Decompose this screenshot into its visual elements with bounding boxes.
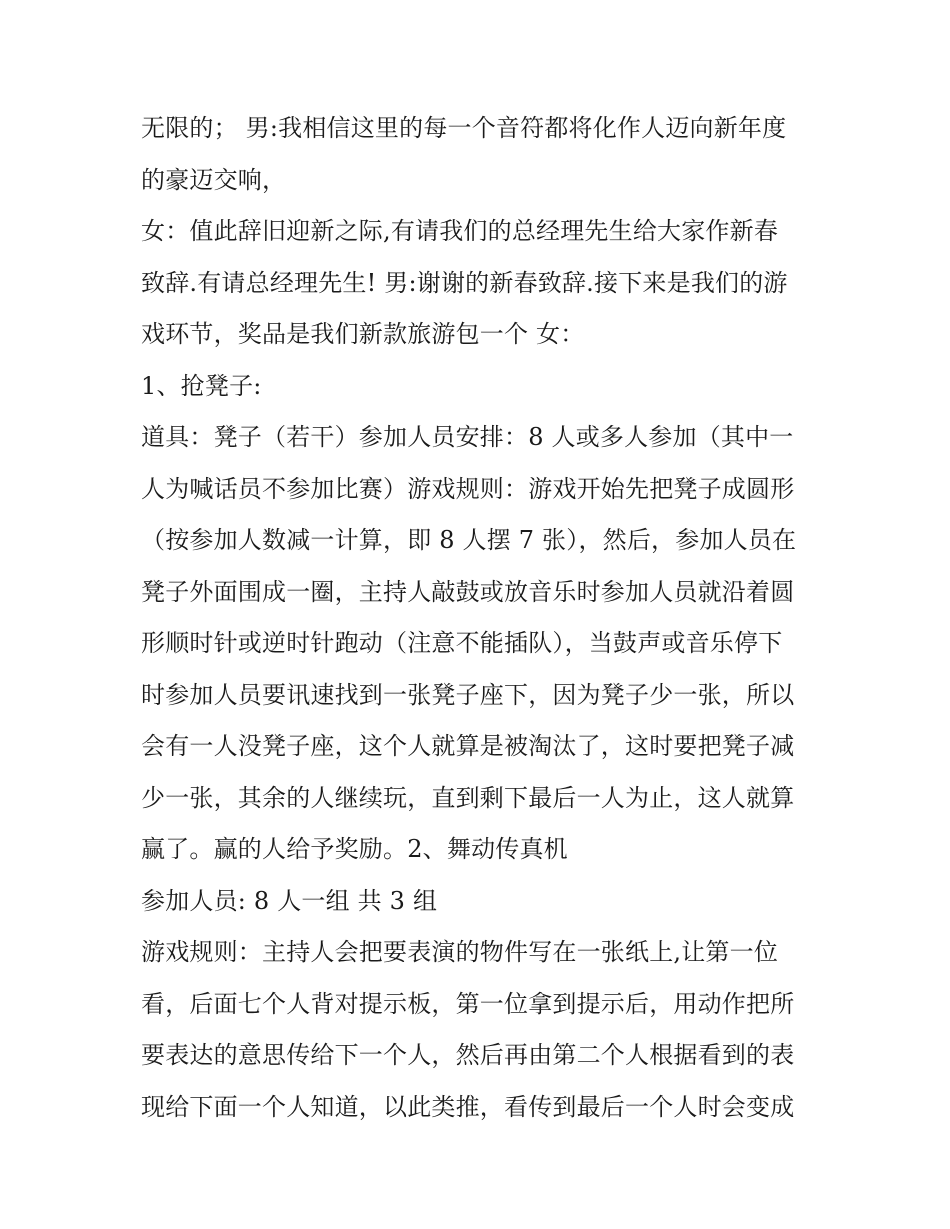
text-line-17: 游戏规则：主持人会把要表演的物件写在一张纸上,让第一位 (141, 938, 779, 966)
text-line-2: 的豪迈交响， (141, 165, 287, 194)
text-line-5: 戏环节，奖品是我们新款旅游包一个 女： (141, 320, 585, 348)
text-line-8: 人为喊话员不参加比赛）游戏规则：游戏开始先把凳子成圆形 (141, 474, 795, 503)
text-line-11: 形顺时针或逆时针跑动（注意不能插队），当鼓声或音乐停下 (141, 629, 783, 657)
text-line-1: 无限的； 男:我相信这里的每一个音符都将化作人迈向新年度 (141, 114, 787, 142)
text-line-16: 参加人员: 8 人一组 共 3 组 (141, 886, 438, 915)
body-text (141, 103, 821, 1133)
text-line-7: 道具：凳子（若干）参加人员安排：8 人或多人参加（其中一 (141, 423, 794, 451)
text-line-18: 看，后面七个人背对提示板，第一位拿到提示后，用动作把所 (141, 989, 795, 1018)
text-line-10: 凳子外面围成一圈，主持人敲鼓或放音乐时参加人员就沿着圆 (141, 577, 795, 606)
text-line-12: 时参加人员要讯速找到一张凳子座下，因为凳子少一张，所以 (141, 680, 795, 709)
text-line-15: 赢了。赢的人给予奖励。2、舞动传真机 (141, 835, 568, 863)
section-heading-grab-stools: 1、抢凳子: (141, 371, 262, 400)
text-line-9: （按参加人数减一计算，即 8 人摆 7 张），然后，参加人员在 (141, 526, 797, 554)
text-line-4: 致辞.有请总经理先生! 男:谢谢的新春致辞.接下来是我们的游 (141, 268, 788, 297)
text-line-13: 会有一人没凳子座，这个人就算是被淘汰了，这时要把凳子减 (141, 732, 795, 760)
text-line-19: 要表达的意思传给下一个人，然后再由第二个人根据看到的表 (141, 1041, 795, 1069)
text-line-14: 少一张，其余的人继续玩，直到剩下最后一人为止，这人就算 (141, 783, 795, 812)
text-line-3: 女：值此辞旧迎新之际,有请我们的总经理先生给大家作新春 (141, 217, 779, 245)
text-line-20: 现给下面一个人知道，以此类推，看传到最后一个人时会变成 (141, 1092, 795, 1121)
